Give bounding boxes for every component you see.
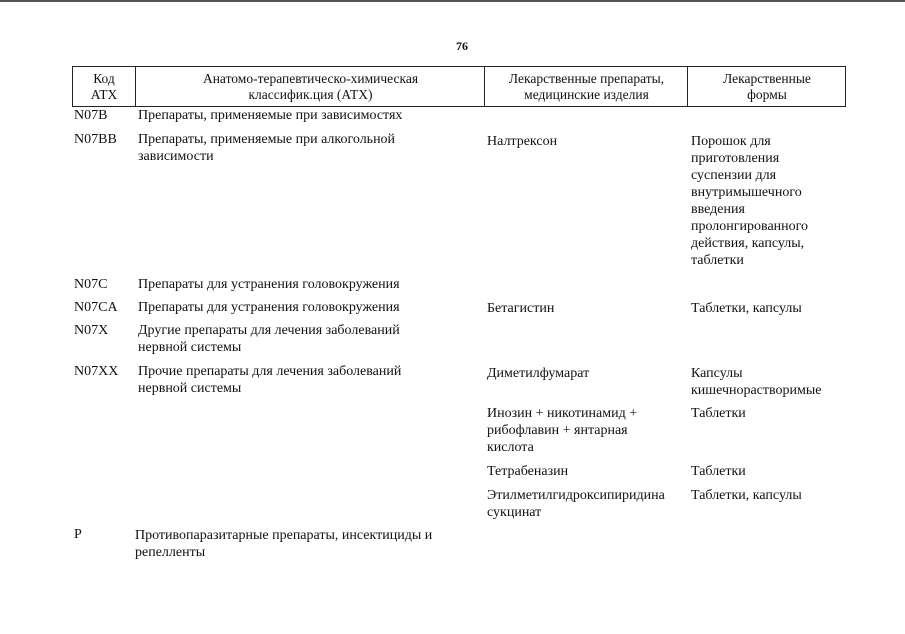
header-drugs — [484, 67, 688, 106]
atc-code: P — [74, 527, 82, 542]
drug-name: Инозин + никотинамид + рибофлавин + янтарная кислота — [487, 406, 638, 455]
atc-class-name: Препараты для устранения головокружения — [138, 300, 400, 315]
atc-code: N07C — [74, 277, 108, 292]
atc-class-name: Препараты для устранения головокружения — [138, 277, 400, 292]
dosage-form: Капсулы кишечнорастворимые — [691, 366, 822, 398]
dosage-form: Таблетки, капсулы — [691, 301, 802, 316]
header-forms-text: Лекарственные формы — [723, 70, 811, 102]
atc-code: N07XX — [74, 364, 119, 379]
drug-name: Тетрабеназин — [487, 464, 569, 479]
atc-code: N07BB — [74, 132, 117, 147]
page-top-border — [0, 0, 905, 2]
atc-class-name: Препараты, применяемые при зависимостях — [138, 108, 403, 123]
dosage-form: Таблетки — [691, 406, 746, 421]
atc-class-name: Прочие препараты для лечения заболеваний нервной системы — [138, 364, 402, 396]
dosage-form: Порошок для приготовления суспензии для внутримышечного введения пролонгированного действия, капсулы, таблетки — [691, 134, 809, 268]
atc-code: N07CA — [74, 300, 118, 315]
table-header — [72, 66, 846, 107]
drug-name: Диметилфумарат — [487, 366, 590, 381]
header-classification-text: Анатомо-терапевтическо-химическая классифик.ция (АТХ) — [202, 70, 419, 102]
page-number: 76 — [456, 39, 468, 53]
header-forms — [687, 67, 846, 106]
header-drugs-text: Лекарственные препараты, медицинские изделия — [508, 70, 665, 102]
atc-class-name: Другие препараты для лечения заболеваний нервной системы — [138, 323, 400, 355]
drug-name: Бетагистин — [487, 301, 555, 316]
drug-name: Этилметилгидроксипиридина сукцинат — [487, 488, 665, 520]
header-code-text: Код АТХ — [90, 70, 118, 102]
atc-class-name: Препараты, применяемые при алкогольной зависимости — [138, 132, 396, 164]
atc-code: N07X — [74, 323, 109, 338]
atc-code: N07B — [74, 108, 108, 123]
header-classification — [135, 67, 485, 106]
dosage-form: Таблетки, капсулы — [691, 488, 802, 503]
header-code — [73, 67, 135, 106]
dosage-form: Таблетки — [691, 464, 746, 479]
atc-class-name: Противопаразитарные препараты, инсектициды и репелленты — [135, 528, 433, 560]
drug-name: Налтрексон — [487, 134, 558, 149]
